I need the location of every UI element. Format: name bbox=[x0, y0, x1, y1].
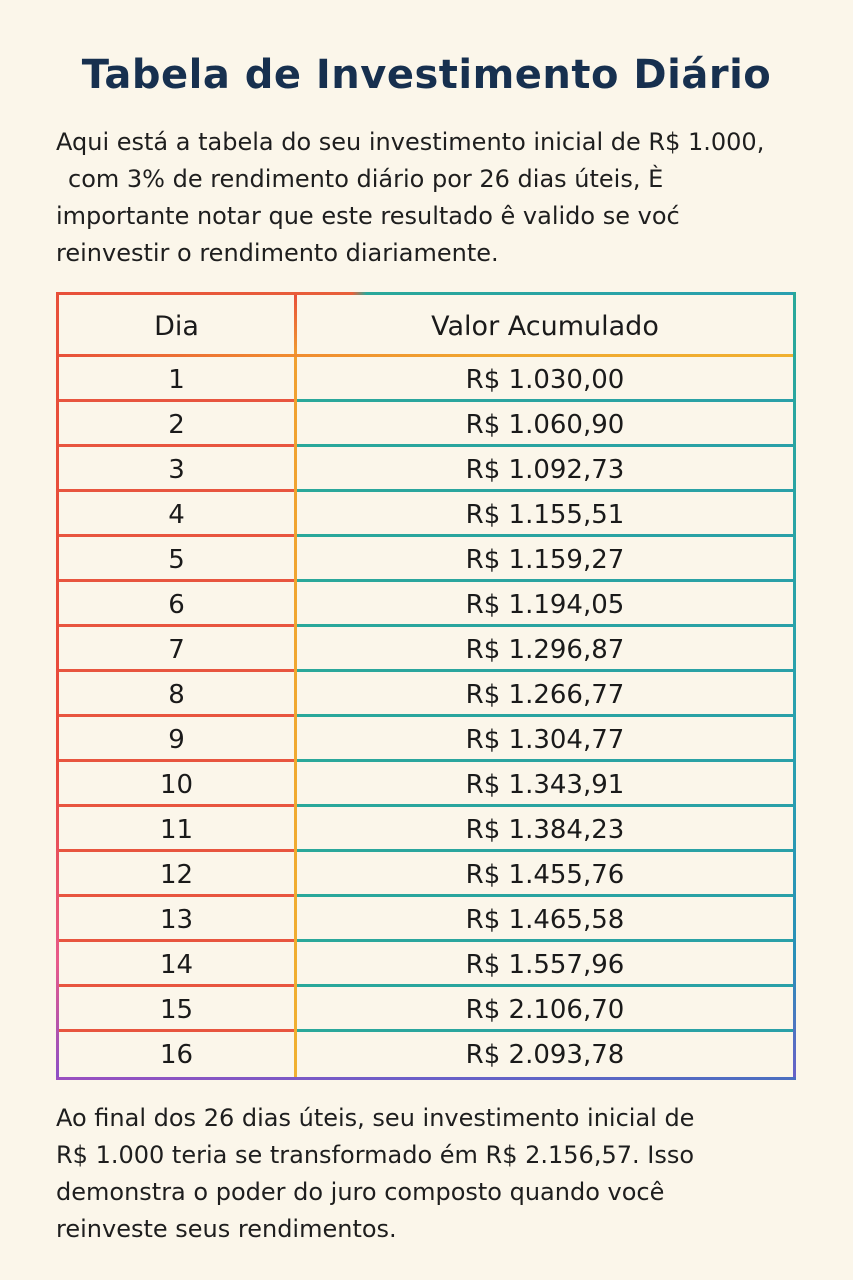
day-cell: 13 bbox=[159, 905, 194, 935]
day-cell: 11 bbox=[159, 815, 194, 845]
table-row bbox=[59, 852, 793, 897]
value-cell: R$ 2.093,78 bbox=[465, 1040, 625, 1070]
intro-paragraph bbox=[56, 124, 816, 272]
table-row bbox=[59, 897, 793, 942]
value-cell: R$ 1.092,73 bbox=[465, 455, 625, 485]
value-cell: R$ 1.384,23 bbox=[465, 815, 625, 845]
day-cell: 1 bbox=[168, 365, 185, 395]
table-row bbox=[59, 582, 793, 627]
table-row bbox=[59, 402, 793, 447]
day-cell: 5 bbox=[168, 545, 185, 575]
table-row bbox=[59, 1032, 793, 1077]
summary-paragraph bbox=[56, 1100, 816, 1248]
table-row bbox=[59, 807, 793, 852]
table-row bbox=[59, 762, 793, 807]
value-cell: R$ 1.465,58 bbox=[465, 905, 625, 935]
table-border-right bbox=[793, 292, 796, 1080]
intro-line: com 3% de rendimento diário por 26 dias úteis, È bbox=[68, 165, 664, 193]
investment-table bbox=[56, 292, 796, 1080]
header-value: Valor Acumulado bbox=[431, 311, 659, 342]
day-cell: 8 bbox=[168, 680, 185, 710]
value-cell: R$ 1.030,00 bbox=[465, 365, 625, 395]
value-cell: R$ 1.557,96 bbox=[465, 950, 625, 980]
day-cell: 6 bbox=[168, 590, 185, 620]
table-header-row bbox=[59, 295, 793, 356]
table-row bbox=[59, 942, 793, 987]
table-row bbox=[59, 987, 793, 1032]
day-cell: 4 bbox=[168, 500, 185, 530]
day-cell: 9 bbox=[168, 725, 185, 755]
table-row bbox=[59, 627, 793, 672]
value-cell: R$ 1.060,90 bbox=[465, 410, 625, 440]
value-cell: R$ 1.266,77 bbox=[465, 680, 625, 710]
intro-line: Aqui está a tabela do seu investimento inicial de R$ 1.000, bbox=[56, 128, 765, 156]
header-day: Dia bbox=[154, 311, 199, 342]
day-cell: 10 bbox=[159, 770, 194, 800]
summary-line: Ao final dos 26 dias úteis, seu investimento inicial de bbox=[56, 1104, 695, 1132]
value-cell: R$ 1.159,27 bbox=[465, 545, 625, 575]
page-title: Tabela de Investimento Diário bbox=[81, 52, 772, 98]
day-cell: 2 bbox=[168, 410, 185, 440]
table-row bbox=[59, 357, 793, 402]
table-row bbox=[59, 537, 793, 582]
day-cell: 16 bbox=[159, 1040, 194, 1070]
table-row bbox=[59, 672, 793, 717]
table-body bbox=[59, 357, 793, 1077]
table-row bbox=[59, 447, 793, 492]
day-cell: 3 bbox=[168, 455, 185, 485]
value-cell: R$ 1.455,76 bbox=[465, 860, 625, 890]
day-cell: 15 bbox=[159, 995, 194, 1025]
day-cell: 12 bbox=[159, 860, 194, 890]
table-row bbox=[59, 492, 793, 537]
intro-line: reinvestir o rendimento diariamente. bbox=[56, 239, 499, 267]
table-row bbox=[59, 717, 793, 762]
summary-line: demonstra o poder do juro composto quando você bbox=[56, 1178, 665, 1206]
summary-line: reinveste seus rendimentos. bbox=[56, 1215, 397, 1243]
day-cell: 14 bbox=[159, 950, 194, 980]
day-cell: 7 bbox=[168, 635, 185, 665]
value-cell: R$ 2.106,70 bbox=[465, 995, 625, 1025]
table-border-bottom bbox=[56, 1077, 796, 1080]
value-cell: R$ 1.155,51 bbox=[465, 500, 625, 530]
summary-line: R$ 1.000 teria se transformado ém R$ 2.156,57. Isso bbox=[56, 1141, 695, 1169]
value-cell: R$ 1.296,87 bbox=[465, 635, 625, 665]
value-cell: R$ 1.304,77 bbox=[465, 725, 625, 755]
value-cell: R$ 1.343,91 bbox=[465, 770, 625, 800]
value-cell: R$ 1.194,05 bbox=[465, 590, 625, 620]
intro-line: importante notar que este resultado ê valido se voć bbox=[56, 202, 680, 230]
